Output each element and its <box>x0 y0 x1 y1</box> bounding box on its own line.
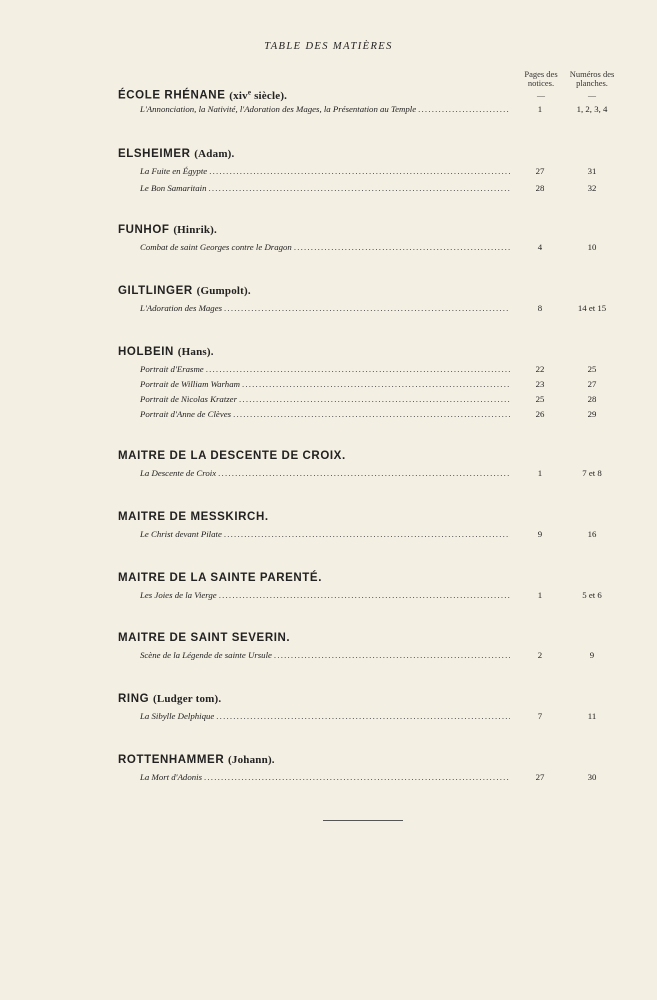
entry-plates: 16 <box>587 529 597 539</box>
entry-page: 26 <box>535 409 545 419</box>
entry-page: 4 <box>537 242 543 252</box>
toc-section <box>118 570 608 603</box>
toc-section <box>118 344 608 422</box>
artist-heading: GILTLINGER (Gumpolt). <box>118 285 251 297</box>
entry-title: Les Joies de la Vierge ..... <box>140 588 510 603</box>
entry-title: La Fuite en Égypte ..... <box>140 164 510 179</box>
toc-section <box>118 630 608 663</box>
entry-page: 22 <box>535 364 545 374</box>
toc-section <box>118 283 608 316</box>
toc-section <box>118 691 608 724</box>
entry-title: Le Christ devant Pilate ..... <box>140 527 510 542</box>
entry-plates: 31 <box>587 166 597 176</box>
artist-heading: ROTTENHAMMER (Johann). <box>118 754 275 766</box>
entry-title: Portrait d'Anne de Clèves ..... <box>140 407 510 422</box>
entry-page: 1 <box>537 104 543 114</box>
entry-page: 9 <box>537 529 543 539</box>
entry-plates: 7 et 8 <box>582 468 602 478</box>
entry-title: Scène de la Légende de sainte Ursule ..... <box>140 648 510 663</box>
artist-heading: MAITRE DE LA SAINTE PARENTÉ. <box>118 572 323 584</box>
toc-entry <box>118 770 608 785</box>
entry-title: Le Bon Samaritain ..... <box>140 181 510 196</box>
plates-header-dash: — <box>588 91 596 100</box>
entry-title: Combat de saint Georges contre le Dragon ..... <box>140 240 510 255</box>
entry-page: 27 <box>535 166 545 176</box>
entry-plates: 28 <box>587 394 597 404</box>
entry-title: La Sibylle Delphique ..... <box>140 709 510 724</box>
artist-heading: RING (Ludger tom). <box>118 693 222 705</box>
artist-heading: MAITRE DE SAINT SEVERIN. <box>118 632 291 644</box>
toc-entry <box>118 588 608 603</box>
toc-entry <box>118 466 608 481</box>
entry-plates: 5 et 6 <box>582 590 602 600</box>
artist-heading: MAITRE DE LA DESCENTE DE CROIX. <box>118 450 346 462</box>
toc-section <box>118 752 608 785</box>
toc-section <box>118 448 608 481</box>
entry-plates: 10 <box>587 242 597 252</box>
entry-page: 2 <box>537 650 543 660</box>
entry-title: Portrait de Nicolas Kratzer ..... <box>140 392 510 407</box>
toc-section <box>118 509 608 542</box>
entry-plates: 11 <box>587 711 597 721</box>
entry-title: Portrait de William Warham ..... <box>140 377 510 392</box>
pages-header-line1: Pages des <box>524 69 558 79</box>
toc-entry <box>118 407 608 422</box>
toc-entry <box>118 240 608 255</box>
toc-entry <box>118 301 608 316</box>
entry-plates: 32 <box>587 183 597 193</box>
entry-page: 28 <box>535 183 545 193</box>
entry-plates: 9 <box>589 650 595 660</box>
entry-title: L'Adoration des Mages ..... <box>140 301 510 316</box>
end-rule <box>323 820 403 821</box>
toc-section <box>118 84 608 117</box>
toc-entry <box>118 164 608 179</box>
toc-entry <box>118 392 608 407</box>
entry-plates: 25 <box>587 364 597 374</box>
entry-plates: 1, 2, 3, 4 <box>576 104 608 114</box>
artist-heading: ELSHEIMER (Adam). <box>118 148 235 160</box>
entry-page: 1 <box>537 468 543 478</box>
toc-entry <box>118 102 608 117</box>
entry-page: 25 <box>535 394 545 404</box>
toc-section <box>118 146 608 196</box>
entry-title: La Mort d'Adonis ..... <box>140 770 510 785</box>
artist-heading: HOLBEIN (Hans). <box>118 346 214 358</box>
toc-entry <box>118 362 608 377</box>
toc-entry <box>118 527 608 542</box>
plates-header-line2: planches. <box>576 78 608 88</box>
entry-page: 8 <box>537 303 543 313</box>
entry-page: 27 <box>535 772 545 782</box>
artist-heading: FUNHOF (Hinrik). <box>118 224 217 236</box>
entry-page: 7 <box>537 711 543 721</box>
toc-entry <box>118 377 608 392</box>
entry-plates: 29 <box>587 409 597 419</box>
entry-page: 23 <box>535 379 545 389</box>
artist-heading: MAITRE DE MESSKIRCH. <box>118 511 269 523</box>
toc-entry <box>118 709 608 724</box>
entry-title: La Descente de Croix ..... <box>140 466 510 481</box>
entry-plates: 30 <box>587 772 597 782</box>
running-head: TABLE DES MATIÈRES <box>264 41 393 52</box>
entry-plates: 14 et 15 <box>577 303 607 313</box>
toc-entry <box>118 181 608 196</box>
entry-title: L'Annonciation, la Nativité, l'Adoration des Mages, la Présentation au Temple ..... <box>140 102 510 117</box>
toc-entry <box>118 648 608 663</box>
entry-page: 1 <box>537 590 543 600</box>
toc-section <box>118 222 608 255</box>
pages-header-dash: — <box>537 91 545 100</box>
plates-header-line1: Numéros des <box>569 69 615 79</box>
pages-header-line2: notices. <box>527 78 555 88</box>
artist-heading: ÉCOLE RHÉNANE (xiv$^e$ siècle). <box>118 88 288 102</box>
entry-title: Portrait d'Erasme ..... <box>140 362 510 377</box>
entry-plates: 27 <box>587 379 597 389</box>
